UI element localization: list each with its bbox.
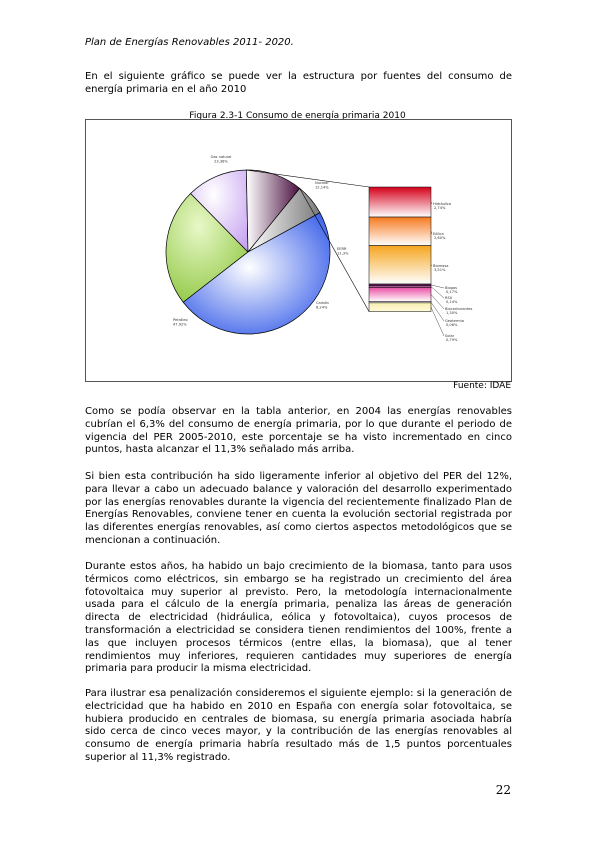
slice-value-label: 11,3% — [337, 251, 349, 256]
breakdown-value-label: 3,51% — [434, 268, 446, 273]
running-header: Plan de Energías Renovables 2011- 2020. — [85, 37, 294, 48]
breakdown-value-label: 2,74% — [434, 206, 446, 211]
bar-segment-eólica — [369, 217, 431, 246]
breakdown-value-label: 1,30% — [446, 311, 458, 316]
paragraph-4: Para ilustrar esa penalización consideremos el siguiente ejemplo: si la generación de electricidad que ha habido en 2010 en España con energía solar fotovoltaica, se hubiera producido en centrales de biomasa, su energía primaria asociada habría sido cerca de cinco veces mayor, y la contribución de las energías renovables al consumo de energía primaria habría resultado más de 1,5 puntos porcentuales superior al 11,3% registrado. — [85, 688, 512, 763]
bar-segment-solar — [369, 303, 431, 312]
slice-value-label: 12,14% — [315, 185, 329, 190]
intro-paragraph: En el siguiente gráfico se puede ver la estructura por fuentes del consumo de energía primaria en el año 2010 — [85, 71, 512, 95]
leader-line — [431, 295, 444, 309]
paragraph-3: Durante estos años, ha habido un bajo crecimiento de la biomasa, tanto para usos térmicos como eléctricos, sin embargo se ha registrado un crecimiento del área fotovoltaica muy superior al previsto. Pero, la metodología internacionalmente usada para el cálculo de la energía primaria, penaliza las áreas de generación directa de electricidad (hidráulica, eólica y fotovoltaica), cuyos procesos de transformación a electricidad se considera tienen rendimientos del 100%, frente a las que incluyen procesos térmicos (entre ellas, la biomasa), que al tener rendimientos muy inferiores, requieren cantidades muy superiores de energía primaria para producir la misma electricidad. — [85, 561, 512, 675]
paragraph-2: Si bien esta contribución ha sido ligeramente inferior al objetivo del PER del 12%, para llevar a cabo un adecuado balance y valoración del desarrollo experimentado por las energías renovables durante la vigencia del recientemente finalizado Plan de Energías Renovables, conviene tener en cuenta la evolución sectorial registrada por las diferentes energías renovables, así como ciertos aspectos metodológicos que se mencionan a continuación. — [85, 471, 512, 546]
bar-segment-biocarburantes — [369, 287, 431, 301]
breakdown-label: RSU — [445, 296, 453, 300]
bar-segment-biogas — [369, 284, 431, 286]
leader-line — [431, 287, 444, 298]
breakdown-label: Biocarburantes — [445, 307, 473, 311]
leader-line — [431, 285, 444, 288]
breakdown-label: Biogas — [445, 286, 458, 290]
slice-label: Nuclear — [315, 181, 329, 185]
slice-label: Carbón — [316, 301, 329, 305]
slice-label: Gas natural — [210, 155, 232, 159]
page-number: 22 — [495, 783, 511, 797]
slice-value-label: 23,38% — [214, 159, 228, 164]
bar-segment-hidráulica — [369, 187, 431, 217]
breakdown-label: Eólica — [433, 232, 444, 236]
breakdown-value-label: 0,79% — [446, 338, 458, 343]
bar-segment-biomasa — [369, 246, 431, 284]
breakdown-label: Hidráulica — [433, 202, 452, 206]
figure-source: Fuente: IDAE — [453, 381, 511, 391]
slice-label: Petróleo — [173, 318, 188, 322]
pie-chart — [85, 119, 512, 382]
breakdown-value-label: 2,60% — [434, 236, 446, 241]
breakdown-value-label: 0,14% — [446, 300, 458, 305]
figure-title: Figura 2.3-1 Consumo de energía primaria 2010 — [189, 111, 406, 121]
breakdown-label: Geotermia — [445, 319, 464, 323]
breakdown-value-label: 0,17% — [446, 290, 458, 295]
slice-value-label: 47,92% — [173, 322, 187, 327]
breakdown-label: Solar — [445, 334, 455, 338]
paragraph-1: Como se podía observar en la tabla anterior, en 2004 las energías renovables cubrían el 6,3% del consumo de energía primaria, por lo que durante el periodo de vigencia del PER 2005-2010, este porcentaje se ha visto incrementado en cinco puntos, hasta alcanzar el 11,3% señalado más arriba. — [85, 406, 512, 456]
slice-value-label: 6,24% — [316, 305, 328, 310]
slice-label: EERR — [337, 247, 347, 251]
breakdown-value-label: 0,06% — [446, 323, 458, 328]
breakdown-label: Biomasa — [433, 264, 449, 268]
